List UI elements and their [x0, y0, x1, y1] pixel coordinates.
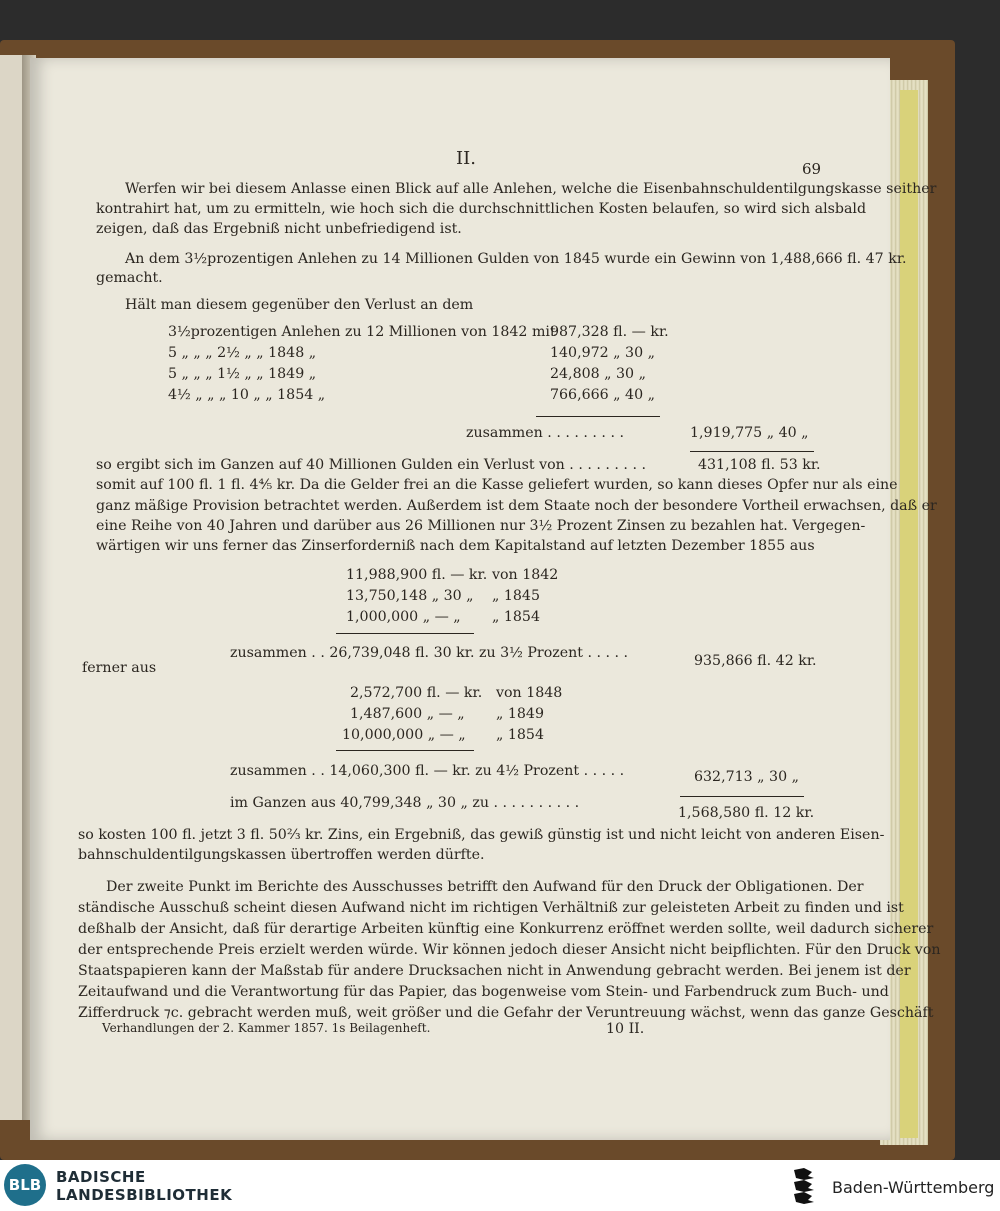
section-heading: II. [456, 148, 476, 169]
library-name-line1: BADISCHE [56, 1168, 146, 1186]
paragraph-line: ständische Ausschuß scheint diesen Aufwand nicht im richtigen Verhältniß zur geleisteten Arbeit zu finden und ist [78, 900, 904, 916]
ferner-label: ferner aus [82, 660, 157, 676]
gilt-edge [900, 90, 918, 1138]
document-page [30, 58, 941, 1140]
loss-net-amount: 431,108 fl. 53 kr. [698, 457, 821, 473]
paragraph-line: kontrahirt hat, um zu ermitteln, wie hoch sich die durchschnittlichen Kosten belaufen, so wird sich alsbald [96, 201, 867, 217]
paragraph-line: Staatspapieren kann der Maßstab für andere Drucksachen nicht in Anwendung gebracht werden. Bei jenem ist der [78, 963, 911, 979]
page-number: 69 [802, 160, 822, 178]
grand-total-line: im Ganzen aus 40,799,348 „ 30 „ zu . . . . . . . . . . [230, 795, 580, 811]
loss-row-amount: 140,972 „ 30 „ [550, 345, 655, 361]
capital-amount: 11,988,900 fl. — kr. [346, 567, 488, 583]
capital-interest: 935,866 fl. 42 kr. [694, 653, 817, 669]
state-name[interactable]: Baden-Württemberg [832, 1178, 995, 1197]
paragraph-line: so kosten 100 fl. jetzt 3 fl. 50⅔ kr. Zins, ein Ergebniß, das gewiß günstig ist und nicht leicht von anderen Eisen- [78, 827, 885, 843]
capital-amount: 10,000,000 „ — „ [342, 727, 466, 743]
signature-mark: 10 II. [606, 1021, 645, 1037]
paragraph-line: zeigen, daß das Ergebniß nicht unbefriedigend ist. [96, 221, 462, 237]
paragraph-line: deßhalb der Ansicht, daß für derartige Arbeiten künftig eine Konkurrenz eröffnet werden sollte, weil dadurch sicherer [78, 921, 934, 937]
paragraph-line: bahnschuldentilgungskassen übertroffen werden dürfte. [78, 847, 485, 863]
capital-year: „ 1854 [496, 727, 544, 743]
paragraph-line: wärtigen wir uns ferner das Zinserforderniß nach dem Kapitalstand auf letzten Dezember 1855 aus [96, 538, 815, 554]
paragraph-line: Werfen wir bei diesem Anlasse einen Blick auf alle Anlehen, welche die Eisenbahnschuldentilgungskasse seither [125, 181, 937, 197]
loss-total-label: zusammen . . . . . . . . . [466, 425, 624, 441]
paragraph-line: eine Reihe von 40 Jahren und darüber aus 26 Millionen nur 3½ Prozent Zinsen zu bezahlen hat. Vergegen- [96, 518, 866, 534]
grand-interest: 1,568,580 fl. 12 kr. [678, 805, 815, 821]
loss-row-label: 3½prozentigen Anlehen zu 12 Millionen von 1842 mit [168, 324, 556, 340]
loss-row-label: 5 „ „ „ 2½ „ „ 1848 „ [168, 345, 317, 361]
loss-total-amount: 1,919,775 „ 40 „ [690, 425, 809, 441]
capital-year: „ 1849 [496, 706, 544, 722]
library-name-line2: LANDESBIBLIOTHEK [56, 1186, 233, 1204]
paragraph-line: Zifferdruck ⁊c. gebracht werden muß, weit größer und die Gefahr der Veruntreuung wächst, wenn das ganze Geschäft [78, 1005, 934, 1021]
capital-interest: 632,713 „ 30 „ [694, 769, 799, 785]
paragraph-line: Zeitaufwand und die Verantwortung für das Papier, das bogenweise vom Stein- und Farbendruck zum Buch- und [78, 984, 889, 1000]
capital-year: „ 1845 [492, 588, 540, 604]
sum-rule [336, 750, 474, 751]
capital-year: „ 1854 [492, 609, 540, 625]
loss-row-label: 4½ „ „ „ 10 „ „ 1854 „ [168, 387, 326, 403]
capital-year: von 1848 [496, 685, 563, 701]
loss-row-amount: 987,328 fl. — kr. [550, 324, 669, 340]
capital-amount: 1,487,600 „ — „ [350, 706, 465, 722]
paragraph-line: gemacht. [96, 270, 163, 286]
capital-total-line: zusammen . . 14,060,300 fl. — kr. zu 4½ Prozent . . . . . [230, 763, 625, 779]
blb-logo[interactable]: BLB [4, 1164, 46, 1206]
paragraph-line: der entsprechende Preis erzielt werden würde. Wir können jedoch dieser Ansicht nicht beipflichten. Für den Druck von [78, 942, 941, 958]
capital-total-line: zusammen . . 26,739,048 fl. 30 kr. zu 3½ Prozent . . . . . [230, 645, 629, 661]
capital-amount: 2,572,700 fl. — kr. [350, 685, 483, 701]
paragraph-line: somit auf 100 fl. 1 fl. 4⅘ kr. Da die Gelder frei an die Kasse geliefert wurden, so kann dieses Opfer nur als eine [96, 477, 898, 493]
capital-year: von 1842 [492, 567, 559, 583]
paragraph-line: so ergibt sich im Ganzen auf 40 Millionen Gulden ein Verlust von . . . . . . . . . [96, 457, 646, 473]
paragraph-line: ganz mäßige Provision betrachtet werden. Außerdem ist dem Staate noch der besondere Vortheil erwachsen, daß er [96, 498, 937, 514]
sum-rule [680, 796, 804, 797]
capital-amount: 1,000,000 „ — „ [346, 609, 461, 625]
sum-rule [690, 451, 814, 452]
paragraph-line: Hält man diesem gegenüber den Verlust an dem [125, 297, 474, 313]
footer-citation: Verhandlungen der 2. Kammer 1857. 1s Beilagenheft. [102, 1021, 431, 1035]
capital-amount: 13,750,148 „ 30 „ [346, 588, 474, 604]
paragraph-line: An dem 3½prozentigen Anlehen zu 14 Millionen Gulden von 1845 wurde ein Gewinn von 1,488,666 fl. 47 kr. [125, 251, 907, 267]
loss-row-amount: 766,666 „ 40 „ [550, 387, 655, 403]
paragraph-line: Der zweite Punkt im Berichte des Ausschusses betrifft den Aufwand für den Druck der Obligationen. Der [106, 879, 864, 895]
loss-row-amount: 24,808 „ 30 „ [550, 366, 646, 382]
sum-rule [536, 416, 660, 417]
state-lions-emblem-icon [790, 1166, 822, 1204]
sum-rule [336, 633, 474, 634]
loss-row-label: 5 „ „ „ 1½ „ „ 1849 „ [168, 366, 317, 382]
